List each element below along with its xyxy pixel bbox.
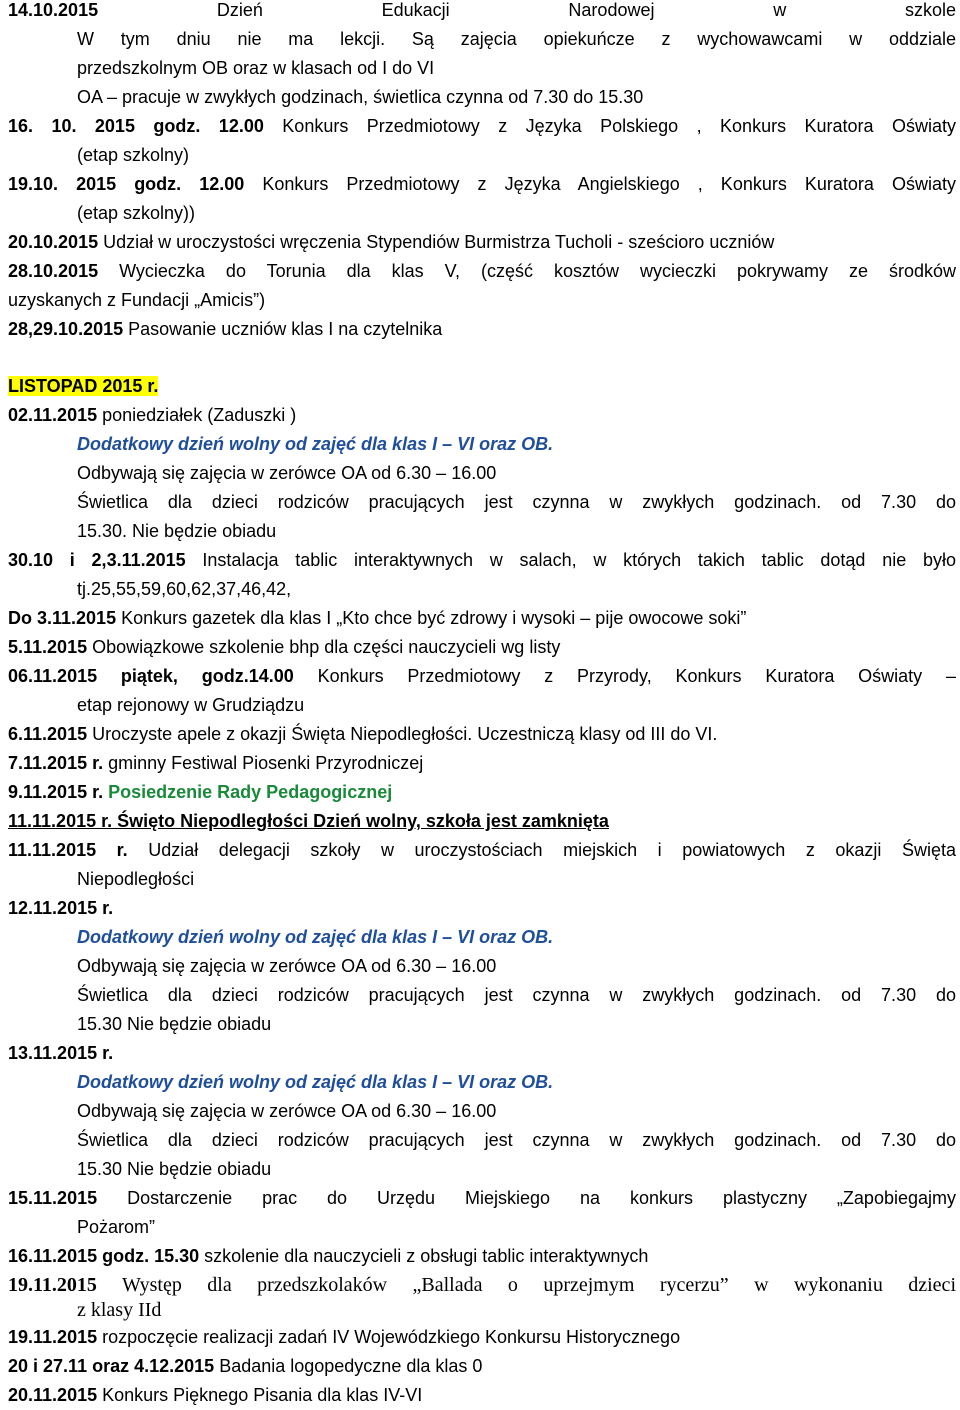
entry-text: Konkurs Przedmiotowy z Przyrody, Konkurs Kuratora Oświaty – [317, 666, 956, 686]
entry-text: Dostarczenie prac do Urzędu Miejskiego na konkurs plastyczny „Zapobiegajmy [127, 1188, 956, 1208]
entry-text: Konkurs Pięknego Pisania dla klas IV-VI [102, 1385, 423, 1405]
entry-28-29-10 [8, 315, 956, 344]
entry-15-11 [8, 1184, 956, 1213]
zerowka-notice: Odbywają się zajęcia w zerówce OA od 6.30 – 16.00 [77, 1101, 497, 1121]
entry-continuation: przedszkolnym OB oraz w klasach od I do VI [77, 58, 435, 78]
free-day-notice: Dodatkowy dzień wolny od zajęć dla klas I – VI oraz OB. [77, 1072, 554, 1092]
entry-text: Konkurs Przedmiotowy z Języka Polskiego , Konkurs Kuratora Oświaty [282, 116, 956, 136]
entry-continuation: W tym dniu nie ma lekcji. Są zajęcia opiekuńcze z wychowawcami w oddziale [77, 29, 956, 49]
entry-date: 20.11.2015 [8, 1385, 98, 1405]
entry-02-11 [8, 401, 956, 430]
entry-13-11 [8, 1039, 956, 1068]
section-heading-november [8, 372, 956, 401]
entry-09-11 [8, 778, 956, 807]
entry-continuation: uzyskanych z Fundacji „Amicis”) [8, 290, 266, 310]
free-day-notice: Dodatkowy dzień wolny od zajęć dla klas I – VI oraz OB. [77, 927, 554, 947]
entry-30-10 [8, 546, 956, 575]
entry-date: 20 i 27.11 oraz 4.12.2015 [8, 1356, 215, 1376]
entry-date: 6.11.2015 [8, 724, 88, 744]
entry-date: 06.11.2015 piątek, godz.14.00 [8, 666, 294, 686]
entry-text: Występ dla przedszkolaków „Ballada o uprzejmym rycerzu” w wykonaniu dzieci [121, 1274, 956, 1296]
entry-text: Uroczyste apele z okazji Święta Niepodległości. Uczestniczą klasy od III do VI. [92, 724, 718, 744]
entry-date: 11.11.2015 r. [8, 840, 128, 860]
free-day-notice: Dodatkowy dzień wolny od zajęć dla klas I – VI oraz OB. [77, 434, 554, 454]
entry-text: Instalacja tablic interaktywnych w salach, w których takich tablic dotąd nie było [202, 550, 956, 570]
entry-date: 12.11.2015 r. [8, 898, 114, 918]
entry-continuation: z klasy IId [77, 1299, 162, 1321]
entry-date: 28.10.2015 [8, 261, 99, 281]
entry-do-03-11 [8, 604, 956, 633]
entry-date: Do 3.11.2015 [8, 608, 117, 628]
entry-28-10 [8, 257, 956, 286]
entry-text: 11.11.2015 r. Święto Niepodległości Dzień wolny, szkoła jest zamknięta [8, 811, 609, 831]
entry-text: szkolenie dla nauczycieli z obsługi tablic interaktywnych [204, 1246, 649, 1266]
entry-date: 19.10. 2015 godz. 12.00 [8, 174, 245, 194]
entry-16-10 [8, 112, 956, 141]
entry-text: Konkurs Przedmiotowy z Języka Angielskiego , Konkurs Kuratora Oświaty [262, 174, 956, 194]
entry-continuation: tj.25,55,59,60,62,37,46,42, [77, 579, 292, 599]
entry-date: 16.11.2015 godz. 15.30 [8, 1246, 200, 1266]
entry-12-11 [8, 894, 956, 923]
entry-date: 30.10 i 2,3.11.2015 [8, 550, 186, 570]
month-heading: LISTOPAD 2015 r. [8, 376, 159, 396]
entry-text: Udział w uroczystości wręczenia Stypendiów Burmistrza Tucholi - sześcioro uczniów [103, 232, 775, 252]
entry-date: 20.10.2015 [8, 232, 99, 252]
entry-continuation: OA – pracuje w zwykłych godzinach, świetlica czynna od 7.30 do 15.30 [77, 87, 644, 107]
entry-date: 14.10.2015 [8, 0, 99, 20]
swietlica-notice: Świetlica dla dzieci rodziców pracujących jest czynna w zwykłych godzinach. od 7.30 do [77, 1130, 956, 1150]
entry-continuation: (etap szkolny)) [77, 203, 196, 223]
entry-date: 16. 10. 2015 godz. 12.00 [8, 116, 264, 136]
entry-text: gminny Festiwal Piosenki Przyrodniczej [108, 753, 424, 773]
entry-11-11-a [8, 807, 956, 836]
zerowka-notice: Odbywają się zajęcia w zerówce OA od 6.30 – 16.00 [77, 956, 497, 976]
entry-05-11 [8, 633, 956, 662]
entry-date: 9.11.2015 r. [8, 782, 104, 802]
entry-date: 28,29.10.2015 [8, 319, 124, 339]
entry-date: 13.11.2015 r. [8, 1043, 114, 1063]
entry-19-10 [8, 170, 956, 199]
entry-date: 5.11.2015 [8, 637, 88, 657]
entry-text: rozpoczęcie realizacji zadań IV Wojewódzkiego Konkursu Historycznego [102, 1327, 681, 1347]
entry-20-11-a [8, 1352, 956, 1381]
entry-text: Obowiązkowe szkolenie bhp dla części nauczycieli wg listy [92, 637, 561, 657]
swietlica-notice-end: 15.30. Nie będzie obiadu [77, 521, 277, 541]
entry-14-10 [8, 0, 956, 25]
swietlica-notice: Świetlica dla dzieci rodziców pracujących jest czynna w zwykłych godzinach. od 7.30 do [77, 985, 956, 1005]
entry-20-10 [8, 228, 956, 257]
entry-06-11-b [8, 720, 956, 749]
entry-continuation: etap rejonowy w Grudziądzu [77, 695, 305, 715]
entry-date: 7.11.2015 r. [8, 753, 104, 773]
swietlica-notice: Świetlica dla dzieci rodziców pracujących jest czynna w zwykłych godzinach. od 7.30 do [77, 492, 956, 512]
entry-text: Wycieczka do Torunia dla klas V, (część kosztów wycieczki pokrywamy ze środków [119, 261, 956, 281]
entry-text: Udział delegacji szkoły w uroczystościach miejskich i powiatowych z okazji Święta [148, 840, 956, 860]
swietlica-notice-end: 15.30 Nie będzie obiadu [77, 1159, 272, 1179]
entry-text: poniedziałek (Zaduszki ) [102, 405, 297, 425]
entry-continuation: Niepodległości [77, 869, 195, 889]
entry-text: Pasowanie uczniów klas I na czytelnika [128, 319, 443, 339]
zerowka-notice: Odbywają się zajęcia w zerówce OA od 6.30 – 16.00 [77, 463, 497, 483]
entry-date: 19.11.2015 [8, 1327, 98, 1347]
entry-16-11 [8, 1242, 956, 1271]
swietlica-notice-end: 15.30 Nie będzie obiadu [77, 1014, 272, 1034]
entry-20-11-b [8, 1381, 956, 1410]
entry-continuation: (etap szkolny) [77, 145, 190, 165]
entry-text: Konkurs gazetek dla klas I „Kto chce być zdrowy i wysoki – pije owocowe soki” [121, 608, 747, 628]
entry-06-11-a [8, 662, 956, 691]
entry-11-11-b [8, 836, 956, 865]
entry-text: Dzień Edukacji Narodowej w szkole [216, 0, 956, 20]
entry-date: 15.11.2015 [8, 1188, 98, 1208]
entry-07-11 [8, 749, 956, 778]
entry-continuation: Pożarom” [77, 1217, 156, 1237]
entry-text: Posiedzenie Rady Pedagogicznej [108, 782, 393, 802]
entry-19-11-b [8, 1323, 956, 1352]
entry-date: 19.11.2015 [8, 1274, 97, 1296]
entry-date: 02.11.2015 [8, 405, 98, 425]
entry-text: Badania logopedyczne dla klas 0 [219, 1356, 483, 1376]
